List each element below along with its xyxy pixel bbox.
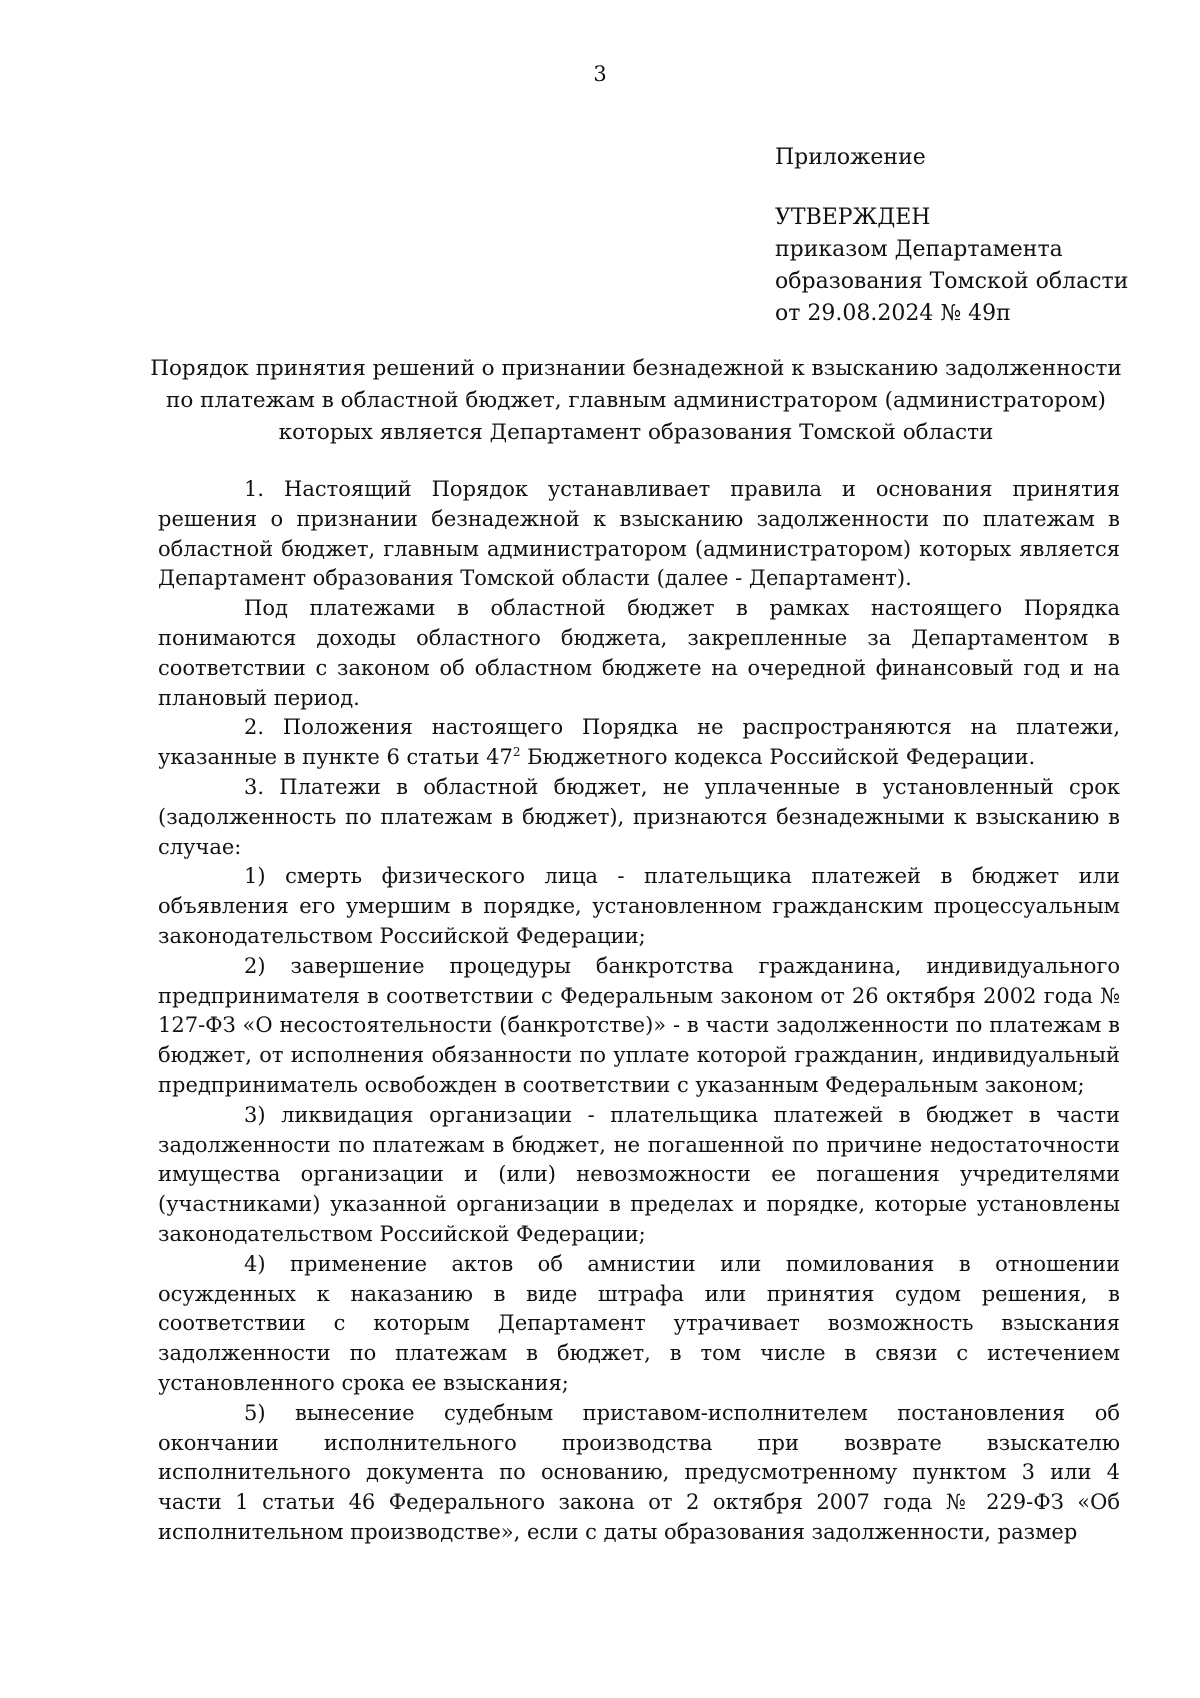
title-line-2: по платежам в областной бюджет, главным администратором (администратором) xyxy=(166,388,1106,413)
document-title xyxy=(150,353,1122,449)
title-line-3: которых является Департамент образования Томской области xyxy=(278,420,994,445)
paragraph-1-definition: Под платежами в областной бюджет в рамках настоящего Порядка понимаются доходы областного бюджета, закрепленные за Департаментом в соответствии с законом об областном бюджете на очередной финансовый год и на плановый период. xyxy=(158,596,1120,710)
title-line-1: Порядок принятия решений о признании безнадежной к взысканию задолженности xyxy=(150,356,1122,381)
paragraph-2-text-end: Бюджетного кодекса Российской Федерации. xyxy=(520,745,1036,770)
paragraph-2-text: 2. Положения настоящего Порядка не распространяются на платежи, указанные в пункте 6 статьи 47 xyxy=(158,715,1120,770)
approval-block xyxy=(775,142,1175,330)
paragraph-2 xyxy=(158,713,1120,773)
list-item-1: 1) смерть физического лица - плательщика платежей в бюджет или объявления его умершим в порядке, установленном гражданским процессуальным законодательством Российской Федерации; xyxy=(158,864,1120,948)
approval-order-line: приказом Департамента xyxy=(775,237,1063,262)
paragraph-1: 1. Настоящий Порядок устанавливает правила и основания принятия решения о признании безнадежной к взысканию задолженности по платежам в областной бюджет, главным администратором (администратором) которых является Департамент образования Томской области (далее - Департамент). xyxy=(158,477,1120,591)
list-item-2: 2) завершение процедуры банкротства гражданина, индивидуального предпринимателя в соответствии с Федеральным законом от 26 октября 2002 года № 127-ФЗ «О несостоятельности (банкротстве)» - в части задолженности по платежам в бюджет, от исполнения обязанности по уплате которой гражданин, индивидуальный предприниматель освобожден в соответствии с указанным Федеральным законом; xyxy=(158,953,1120,1097)
article-superscript: 2 xyxy=(512,745,521,760)
paragraph-3: 3. Платежи в областной бюджет, не уплаченные в установленный срок (задолженность по платежам в бюджет), признаются безнадежными к взысканию в случае: xyxy=(158,774,1120,859)
approval-date-line: от 29.08.2024 № 49п xyxy=(775,301,1011,326)
list-item-5: 5) вынесение судебным приставом-исполнителем постановления об окончании исполнительного производства при возврате взыскателю исполнительного документа по основанию, предусмотренному пунктом 3 или 4 части 1 статьи 46 Федерального закона от 2 октября 2007 года № 229-ФЗ «Об исполнительном производстве», если с даты образования задолженности, размер xyxy=(158,1400,1120,1544)
document-body xyxy=(158,475,1120,1548)
approval-department-line: образования Томской области xyxy=(775,269,1129,294)
appendix-label: Приложение xyxy=(775,145,926,170)
approved-label: УТВЕРЖДЕН xyxy=(775,205,931,230)
list-item-4: 4) применение актов об амнистии или помилования в отношении осужденных к наказанию в виде штрафа или принятия судом решения, в соответствии с которым Департамент утрачивает возможность взыскания задолженности по платежам в бюджет, в том числе в связи с истечением установленного срока ее взыскания; xyxy=(158,1251,1120,1395)
page-number: 3 xyxy=(593,62,607,86)
list-item-3: 3) ликвидация организации - плательщика платежей в бюджет в части задолженности по платежам в бюджет, не погашенной по причине недостаточности имущества организации и (или) невозможности ее погашения учредителями (участниками) указанной организации в пределах и порядке, которые установлены законодательством Российской Федерации; xyxy=(158,1102,1120,1246)
